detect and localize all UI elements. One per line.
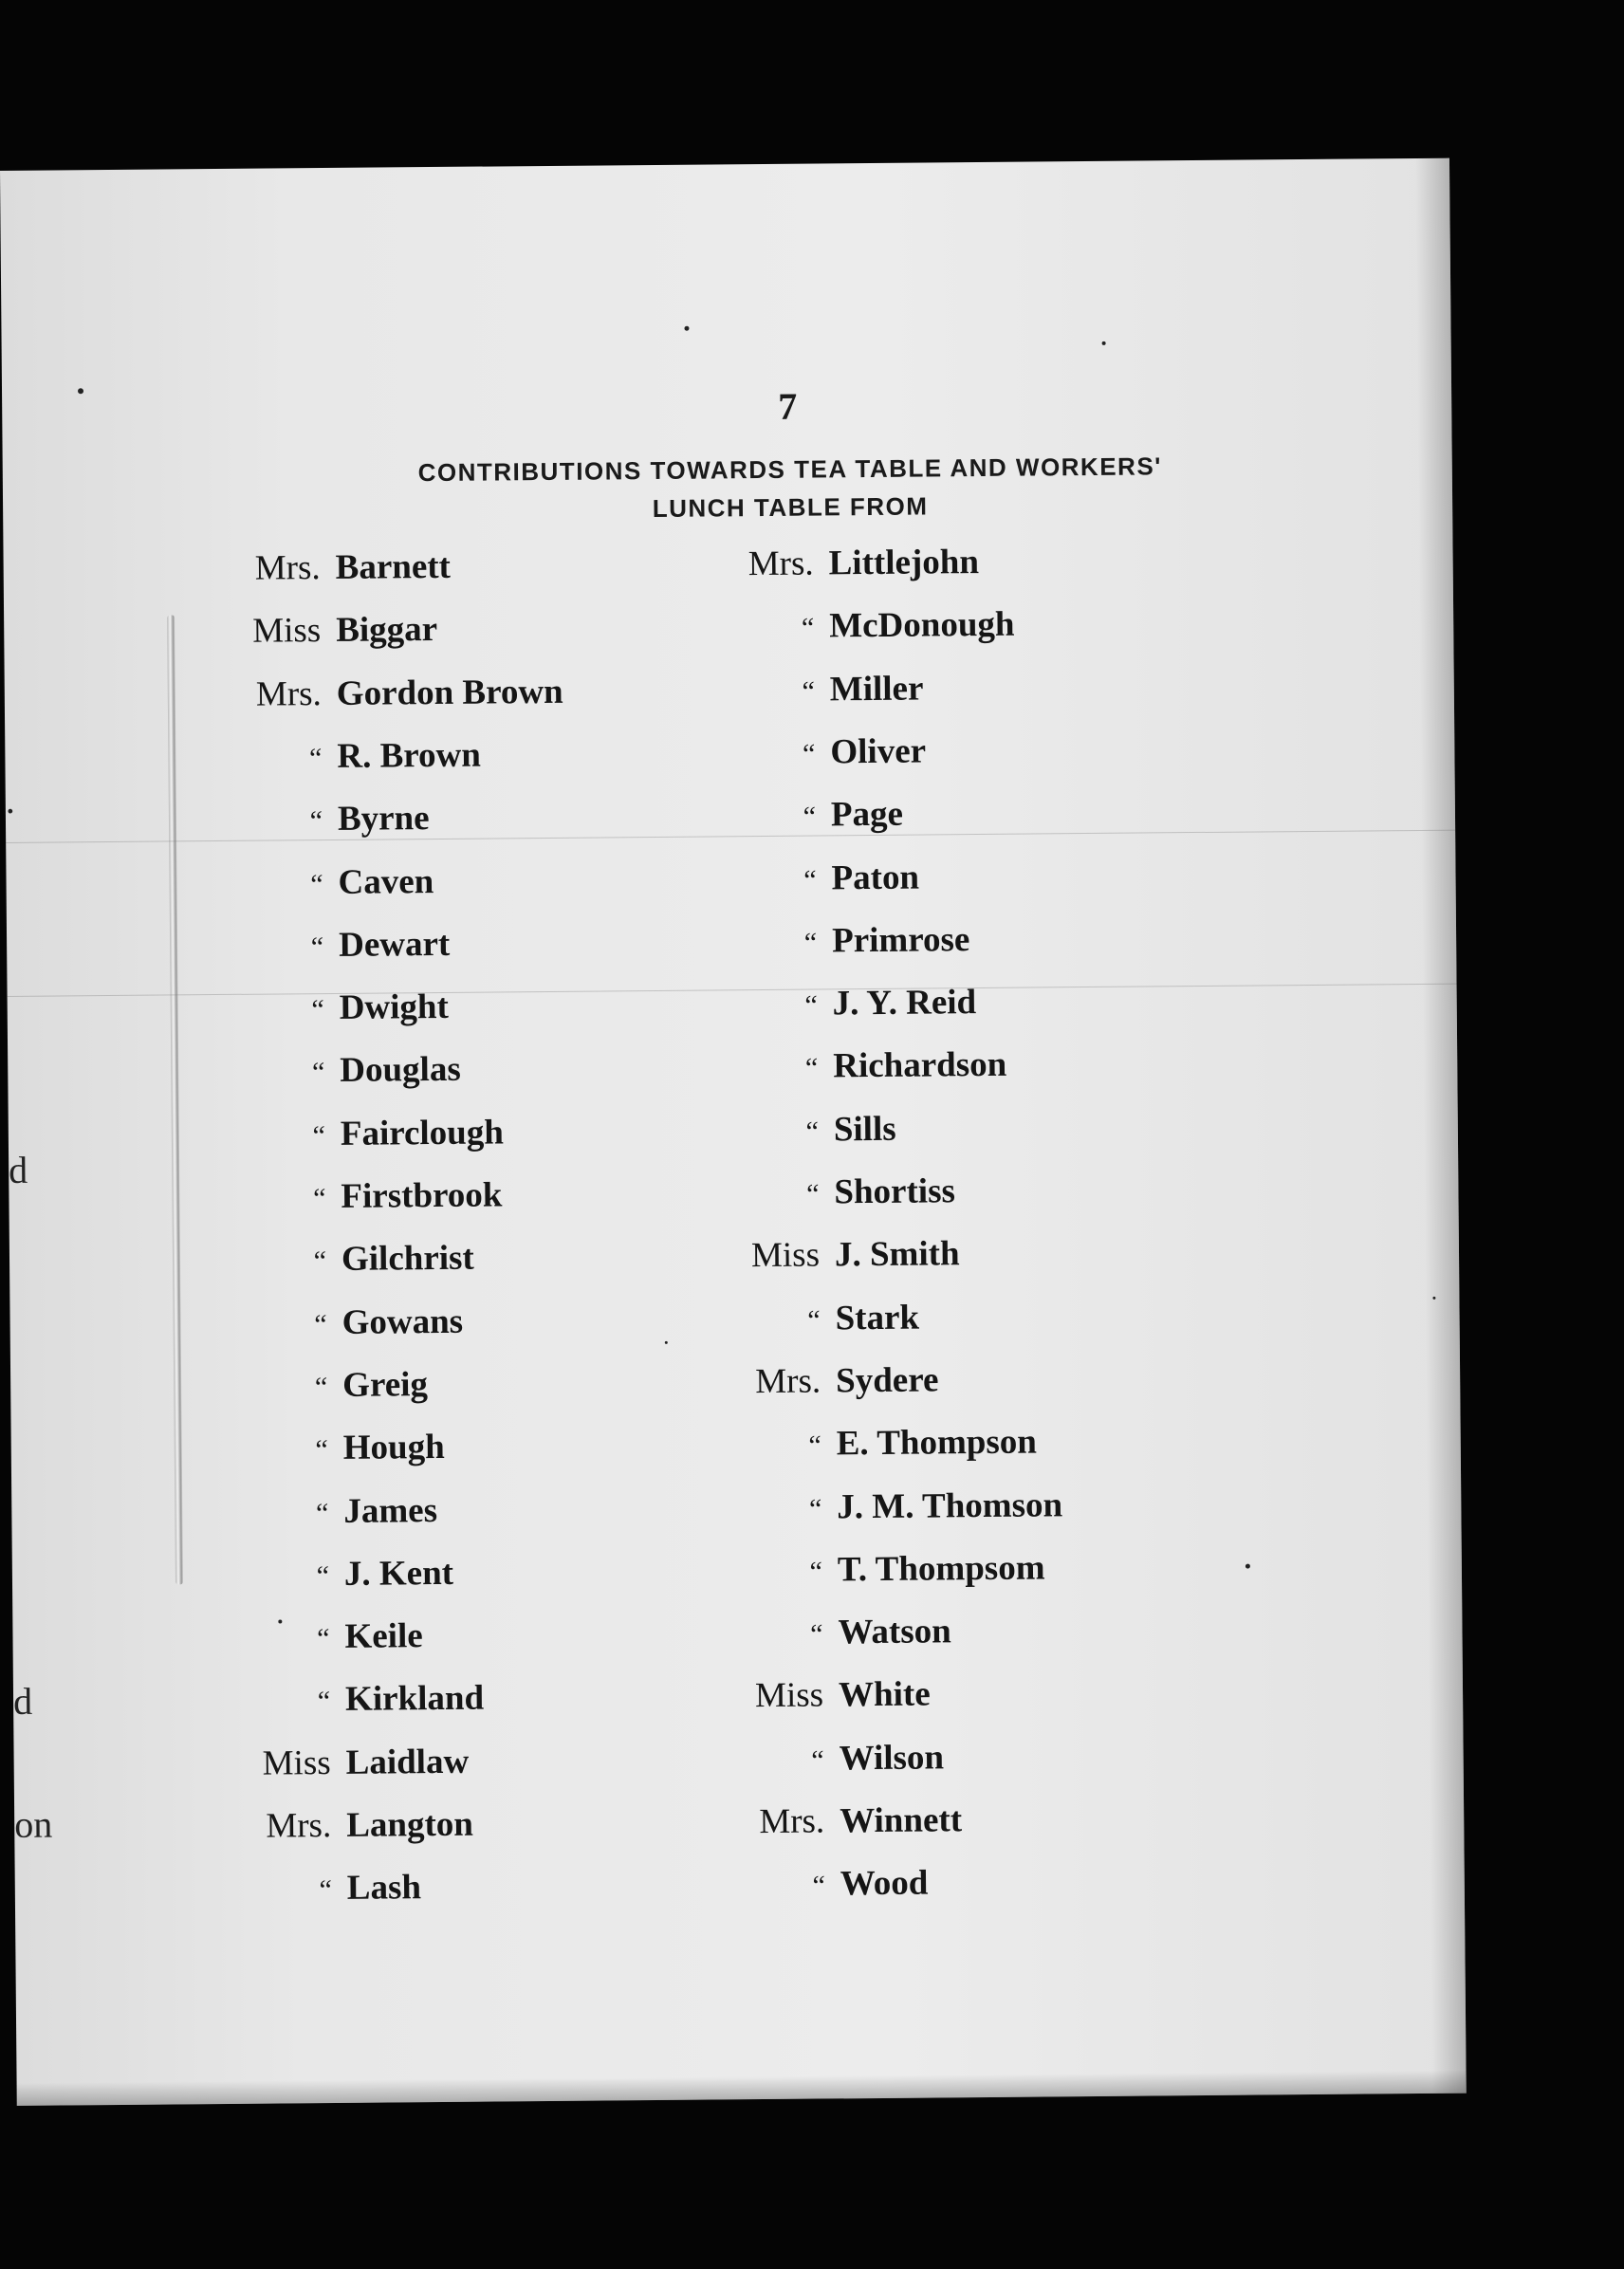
contributor-name: Fairclough <box>340 1113 505 1153</box>
ditto-mark: “ <box>310 931 324 963</box>
name-entry <box>724 730 926 773</box>
contributor-name: Shortiss <box>834 1171 956 1212</box>
contributor-name: Greig <box>342 1365 429 1405</box>
ditto-mark: “ <box>319 1874 332 1907</box>
contributor-name: Langton <box>346 1804 474 1845</box>
ditto-mark: “ <box>314 1371 328 1404</box>
contributor-name: E. Thompson <box>836 1422 1038 1464</box>
ditto-mark: “ <box>310 868 323 900</box>
contributor-name: McDonough <box>829 604 1015 646</box>
ditto-mark: “ <box>316 1559 330 1592</box>
honorific: Mrs. <box>759 1801 825 1842</box>
scan-speck <box>78 388 83 394</box>
ditto-mark: “ <box>805 1178 820 1210</box>
ditto-mark: “ <box>801 612 815 644</box>
contributor-name: Paton <box>831 858 920 897</box>
margin-fragment: on <box>14 1802 53 1846</box>
ditto-mark: “ <box>308 742 323 775</box>
name-entry <box>733 1799 962 1842</box>
name-entry <box>231 671 563 714</box>
name-entry <box>234 1174 502 1217</box>
contributor-name: Sills <box>833 1109 896 1150</box>
name-entry <box>725 794 903 837</box>
ditto-mark: “ <box>805 1116 820 1148</box>
heading-line-1: CONTRIBUTIONS TOWARDS TEA TABLE AND WORKERS' <box>417 452 1163 488</box>
name-entry <box>730 1485 1062 1528</box>
contributor-name: Wilson <box>839 1738 945 1779</box>
ditto-mark: “ <box>317 1623 330 1655</box>
name-entry <box>231 861 434 904</box>
contributor-name: Laidlaw <box>345 1742 470 1782</box>
contributor-name: J. Smith <box>834 1234 960 1275</box>
contributor-name: Dewart <box>338 924 451 965</box>
name-entry <box>238 1615 423 1658</box>
ditto-mark: “ <box>312 1183 326 1215</box>
ditto-mark: “ <box>804 989 818 1022</box>
name-entry <box>231 734 481 777</box>
scan-speck <box>665 1341 668 1344</box>
contributor-name: Winnett <box>840 1800 963 1841</box>
contributor-name: Miller <box>829 669 924 709</box>
ditto-mark: “ <box>811 1744 824 1777</box>
ditto-mark: “ <box>317 1686 331 1718</box>
contributor-name: Lash <box>346 1868 422 1909</box>
contributor-name: Caven <box>338 861 434 902</box>
contributor-name: Barnett <box>335 546 452 587</box>
name-entry <box>241 1867 422 1909</box>
ditto-mark: “ <box>315 1497 329 1529</box>
ditto-mark: “ <box>802 675 815 708</box>
contributor-name: T. Thompsom <box>837 1548 1045 1590</box>
contributor-name: Gordon Brown <box>336 672 563 713</box>
name-entry <box>731 1547 1045 1591</box>
name-entry <box>731 1611 951 1653</box>
name-entry <box>233 1049 461 1092</box>
name-entry <box>235 1238 474 1281</box>
name-entry <box>230 609 437 652</box>
contributor-name: Primrose <box>831 919 970 961</box>
name-entry <box>724 668 924 710</box>
scan-speck <box>684 326 689 331</box>
ditto-mark: “ <box>311 994 324 1026</box>
honorific: Miss <box>754 1675 824 1716</box>
margin-fragment: d <box>8 1148 28 1191</box>
name-entry <box>231 798 430 840</box>
page-edge-shadow <box>1415 158 1467 2094</box>
name-entry <box>729 1297 919 1339</box>
name-entry <box>727 1044 1006 1088</box>
name-entry <box>240 1804 473 1847</box>
ditto-mark: “ <box>315 1434 328 1467</box>
ditto-mark: “ <box>802 738 816 770</box>
scan-speck <box>1246 1564 1250 1569</box>
contributor-name: White <box>838 1674 931 1715</box>
name-entry <box>728 1108 896 1151</box>
ditto-mark: “ <box>803 864 817 896</box>
name-entry <box>723 604 1015 648</box>
ditto-mark: “ <box>808 1430 821 1462</box>
name-entry <box>239 1678 484 1721</box>
name-entry <box>727 982 977 1024</box>
contributor-name: Gowans <box>341 1301 464 1342</box>
ditto-mark: “ <box>314 1308 327 1340</box>
name-entry <box>730 1422 1038 1466</box>
honorific: Miss <box>262 1743 331 1783</box>
contributor-name: Stark <box>835 1298 920 1337</box>
ditto-mark: “ <box>311 1057 325 1089</box>
name-entry <box>237 1490 437 1533</box>
ditto-mark: “ <box>803 801 817 833</box>
name-entry <box>732 1674 931 1717</box>
margin-fragment: . <box>5 778 15 821</box>
name-entry <box>232 924 450 967</box>
ditto-mark: “ <box>804 1052 819 1085</box>
name-entry <box>726 919 970 962</box>
margin-fragment: d <box>12 1679 33 1723</box>
scan-speck <box>278 1619 282 1623</box>
heading-line-2: LUNCH TABLE FROM <box>652 491 929 524</box>
contributor-name: J. Kent <box>343 1553 454 1594</box>
honorific: Mrs. <box>266 1806 332 1846</box>
ditto-mark: “ <box>807 1304 821 1337</box>
contributor-name: Richardson <box>833 1045 1007 1086</box>
list-heading <box>287 446 1294 530</box>
name-entry <box>732 1737 944 1780</box>
name-entry <box>729 1234 960 1277</box>
name-entry <box>239 1741 469 1783</box>
page-number: 7 <box>778 384 798 428</box>
contributor-name: Biggar <box>336 610 438 651</box>
contributor-name: Byrne <box>337 799 430 839</box>
contributor-name: Kirkland <box>344 1679 485 1720</box>
contributor-name: R. Brown <box>337 735 482 776</box>
contributor-name: Page <box>830 794 904 835</box>
ditto-mark: “ <box>810 1618 823 1651</box>
contributor-name: Keile <box>344 1616 423 1656</box>
document-page <box>0 158 1467 2106</box>
page-bottom-shadow <box>17 2071 1467 2106</box>
contributor-name: Sydere <box>835 1360 939 1401</box>
contributor-name: Dwight <box>339 987 450 1028</box>
name-entry <box>234 1112 504 1154</box>
ditto-mark: “ <box>309 805 323 838</box>
name-entry <box>728 1171 955 1213</box>
contributor-name: Douglas <box>340 1050 461 1091</box>
scan-speck <box>1102 341 1106 345</box>
ditto-mark: “ <box>312 1119 326 1152</box>
honorific: Miss <box>252 611 322 651</box>
ditto-mark: “ <box>809 1556 823 1588</box>
name-entry <box>734 1863 929 1906</box>
contributor-name: Oliver <box>830 731 927 772</box>
contributor-name: Hough <box>342 1428 445 1468</box>
honorific: Mrs. <box>755 1361 821 1401</box>
name-entry <box>725 857 919 899</box>
honorific: Miss <box>750 1235 821 1276</box>
honorific: Mrs. <box>255 673 323 714</box>
scan-speck <box>1432 1297 1435 1300</box>
contributor-name: James <box>343 1490 438 1531</box>
name-entry <box>722 542 979 584</box>
contributor-name: Wood <box>840 1863 929 1904</box>
contributor-name: Watson <box>838 1612 951 1652</box>
contributor-name: Firstbrook <box>341 1175 503 1216</box>
ditto-mark: “ <box>313 1245 327 1278</box>
honorific: Mrs. <box>254 548 321 588</box>
contributor-name: J. Y. Reid <box>832 983 977 1024</box>
contributor-name: Gilchrist <box>341 1238 474 1280</box>
name-entry <box>229 546 451 589</box>
name-entry <box>729 1359 939 1402</box>
honorific: Mrs. <box>747 544 814 584</box>
ditto-mark: “ <box>808 1492 822 1525</box>
name-entry <box>237 1427 445 1469</box>
name-entry <box>235 1301 463 1343</box>
contributor-name: Littlejohn <box>828 543 980 583</box>
name-entry <box>238 1553 453 1596</box>
contributor-name: J. M. Thomson <box>837 1485 1063 1526</box>
name-entry <box>236 1364 428 1407</box>
ditto-mark: “ <box>812 1870 825 1902</box>
vertical-rule <box>167 615 183 1584</box>
ditto-mark: “ <box>803 927 818 959</box>
name-entry <box>233 987 449 1029</box>
